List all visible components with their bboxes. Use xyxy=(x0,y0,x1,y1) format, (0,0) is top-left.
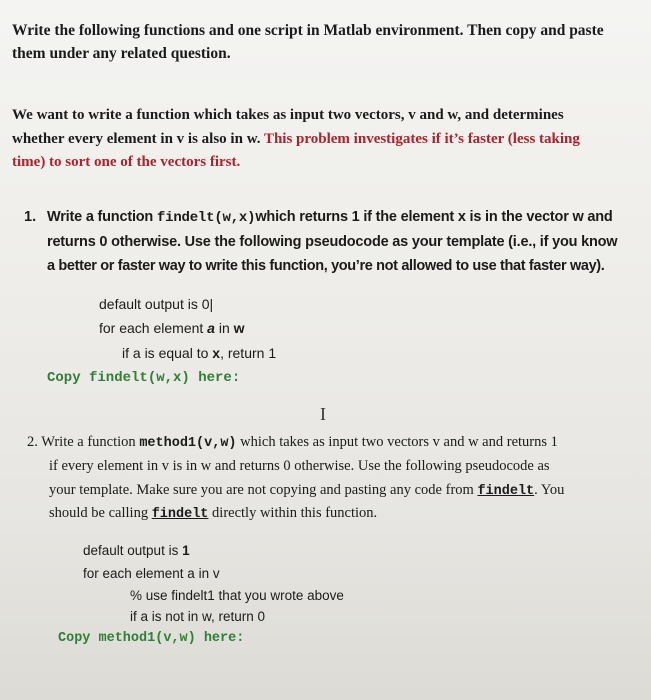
q1-pseudo-2b: a xyxy=(207,320,215,336)
intro-line-1: Write the following functions and one script in Matlab environment. Then copy and paste xyxy=(12,22,604,39)
q1-copy-instruction: Copy findelt(w,x) here: xyxy=(47,370,241,386)
q2-line-1 xyxy=(27,434,558,451)
q1-number: 1. xyxy=(24,209,37,225)
q2-line-1-part-b: which takes as input two vectors v and w and returns 1 xyxy=(236,434,558,450)
q2-findelt-reference-2: findelt xyxy=(151,507,209,522)
q2-pseudo-line-4: if a is not in w, return 0 xyxy=(130,609,266,624)
problem-line-2-part-b: This problem investigates if it’s faster (less taking xyxy=(263,131,580,147)
q2-pseudo-1b: 1 xyxy=(182,543,190,558)
q1-line-1-part-a: Write a function xyxy=(47,209,157,225)
q1-line-1 xyxy=(47,209,613,226)
problem-line-2 xyxy=(12,131,580,148)
problem-line-1: We want to write a function which takes as input two vectors, v and w, and determines xyxy=(12,107,564,123)
q1-line-3: a better or faster way to write this function, you’re not allowed to use that faster way). xyxy=(47,258,605,274)
problem-line-2-part-a: whether every element in v is also in w. xyxy=(12,131,264,147)
q1-function-signature: findelt(w,x) xyxy=(156,210,256,226)
q2-line-4-part-b: directly within this function. xyxy=(208,505,378,521)
q1-pseudo-3a: if a is equal to xyxy=(122,345,213,361)
text-cursor-icon: I xyxy=(320,404,326,424)
q1-line-1-part-b: which returns 1 if the element x is in the vector w and xyxy=(255,209,613,225)
problem-line-3: time) to sort one of the vectors first. xyxy=(12,154,241,170)
q1-pseudo-line-2 xyxy=(99,320,245,336)
q2-pseudo-line-1 xyxy=(83,543,190,558)
q2-line-4 xyxy=(49,505,377,522)
q2-line-1-part-a: 2. Write a function xyxy=(27,434,140,450)
intro-line-2: them under any related question. xyxy=(12,45,231,62)
q1-pseudo-3c: , return 1 xyxy=(220,345,277,361)
q2-copy-instruction: Copy method1(v,w) here: xyxy=(58,631,245,646)
q1-pseudo-2d: w xyxy=(233,320,245,336)
q2-pseudo-line-3: % use findelt1 that you wrote above xyxy=(130,588,344,603)
q2-line-3-part-b: . You xyxy=(534,482,565,498)
q2-pseudo-line-2: for each element a in v xyxy=(83,566,220,581)
q1-line-2: returns 0 otherwise. Use the following pseudocode as your template (i.e., if you know xyxy=(47,234,618,250)
q1-pseudo-line-3 xyxy=(122,345,276,361)
q2-line-3-part-a: your template. Make sure you are not copying and pasting any code from xyxy=(49,482,478,498)
q1-pseudo-3b: x xyxy=(212,345,221,361)
q2-line-2: if every element in v is in w and returns 0 otherwise. Use the following pseudocode as xyxy=(49,458,550,474)
q2-function-signature: method1(v,w) xyxy=(139,436,237,451)
q2-line-3 xyxy=(49,482,564,499)
q1-pseudo-line-1: default output is 0| xyxy=(99,296,214,312)
q2-pseudo-1a: default output is xyxy=(83,543,183,558)
q1-pseudo-2c: in xyxy=(214,320,234,336)
q2-line-4-part-a: should be calling xyxy=(49,505,152,521)
q2-findelt-reference-1: findelt xyxy=(477,484,535,499)
q1-pseudo-2a: for each element xyxy=(99,320,208,336)
